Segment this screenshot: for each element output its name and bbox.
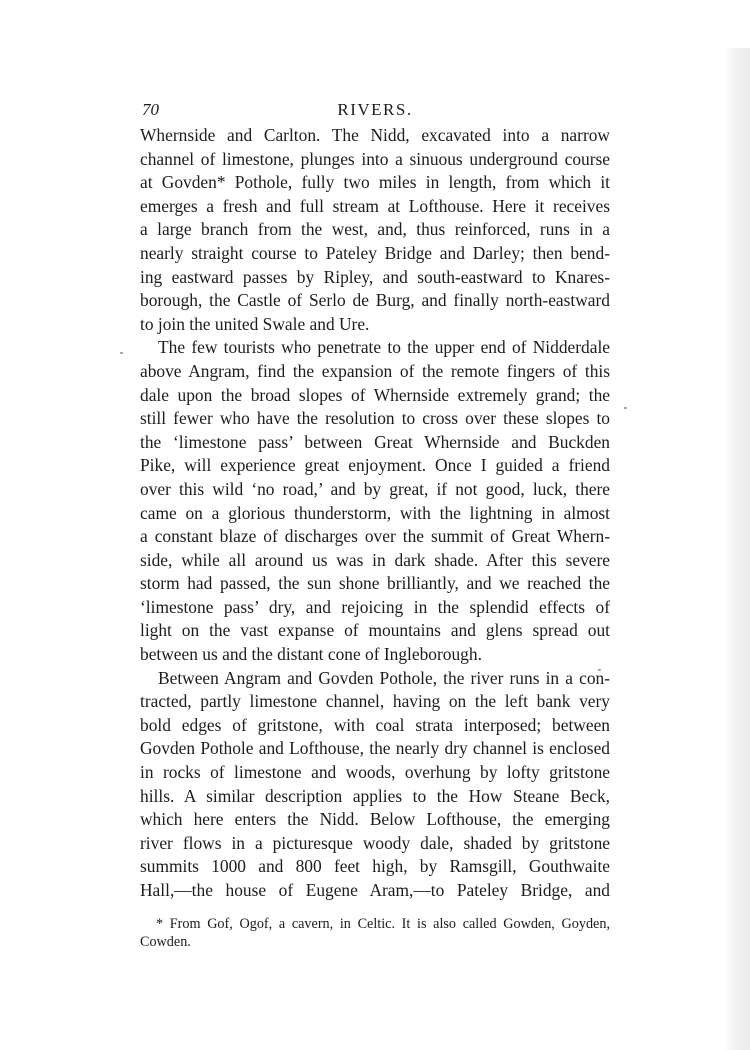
text-line: a large branch from the west, and, thus reinforced, runs in a	[140, 219, 610, 240]
text-line: river flows in a picturesque woody dale, shaded by gritstone	[140, 832, 610, 853]
text-line: Between Angram and Govden Pothole, the river runs in a con-	[158, 667, 610, 688]
text-line: bold edges of gritstone, with coal strata interposed; between	[140, 714, 610, 735]
text-line: which here enters the Nidd. Below Lofthouse, the emerging	[140, 809, 610, 830]
text-line: Govden Pothole and Lofthouse, the nearly dry channel is enclosed	[140, 738, 610, 759]
text-line: nearly straight course to Pateley Bridge and Darley; then bend-	[140, 242, 610, 263]
text-line: at Govden* Pothole, fully two miles in length, from which it	[140, 172, 610, 193]
text-line: Whernside and Carlton. The Nidd, excavated into a narrow	[140, 125, 610, 145]
text-line: ‘limestone pass’ dry, and rejoicing in the splendid effects of	[140, 596, 610, 617]
paragraph	[140, 667, 610, 903]
text-line: Hall,—the house of Eugene Aram,—to Pateley Bridge, and	[140, 880, 610, 900]
paragraph	[140, 336, 610, 666]
running-head: RIVERS.	[337, 100, 413, 119]
text-line: emerges a fresh and full stream at Lofthouse. Here it receives	[140, 195, 610, 216]
text-line: a constant blaze of discharges over the summit of Great Whern-	[140, 526, 610, 547]
text-line: light on the vast expanse of mountains and glens spread out	[140, 620, 610, 641]
text-line: the ‘limestone pass’ between Great Whernside and Buckden	[140, 431, 610, 452]
text-line: came on a glorious thunderstorm, with the lightning in almost	[140, 502, 610, 523]
text-line: channel of limestone, plunges into a sinuous underground course	[140, 148, 610, 169]
scan-speck	[624, 407, 627, 409]
scan-speck	[120, 352, 123, 354]
text-line: storm had passed, the sun shone brilliantly, and we reached the	[140, 573, 610, 594]
paragraph	[140, 124, 610, 336]
text-line: The few tourists who penetrate to the upper end of Nidderdale	[158, 337, 610, 358]
footnote-line: Cowden.	[140, 933, 191, 950]
text-line: side, while all around us was in dark shade. After this severe	[140, 549, 610, 570]
text-line: tracted, partly limestone channel, having on the left bank very	[140, 691, 610, 712]
text-line: Pike, will experience great enjoyment. Once I guided a friend	[140, 455, 610, 476]
text-line: ing eastward passes by Ripley, and south-eastward to Knares-	[140, 266, 610, 287]
text-line: borough, the Castle of Serlo de Burg, and finally north-eastward	[140, 290, 610, 311]
text-line: over this wild ‘no road,’ and by great, if not good, luck, there	[140, 478, 610, 499]
text-line: to join the united Swale and Ure.	[140, 313, 370, 334]
text-line: between us and the distant cone of Ingleborough.	[140, 644, 482, 665]
text-line: in rocks of limestone and woods, overhung by lofty gritstone	[140, 762, 610, 783]
scan-edge-shadow	[724, 48, 750, 1050]
text-line: dale upon the broad slopes of Whernside extremely grand; the	[140, 384, 610, 405]
page-header	[140, 96, 610, 124]
book-page	[140, 96, 610, 951]
body-text	[140, 124, 610, 903]
text-line: summits 1000 and 800 feet high, by Ramsgill, Gouthwaite	[140, 856, 610, 877]
text-line: hills. A similar description applies to the How Steane Beck,	[140, 785, 610, 806]
text-line: above Angram, find the expansion of the remote fingers of this	[140, 360, 610, 381]
footnote	[140, 915, 610, 951]
text-line: still fewer who have the resolution to cross over these slopes to	[140, 408, 610, 429]
footnote-line: * From Gof, Ogof, a cavern, in Celtic. It is also called Gowden, Goyden,	[156, 915, 610, 932]
page-number: 70	[142, 100, 159, 119]
